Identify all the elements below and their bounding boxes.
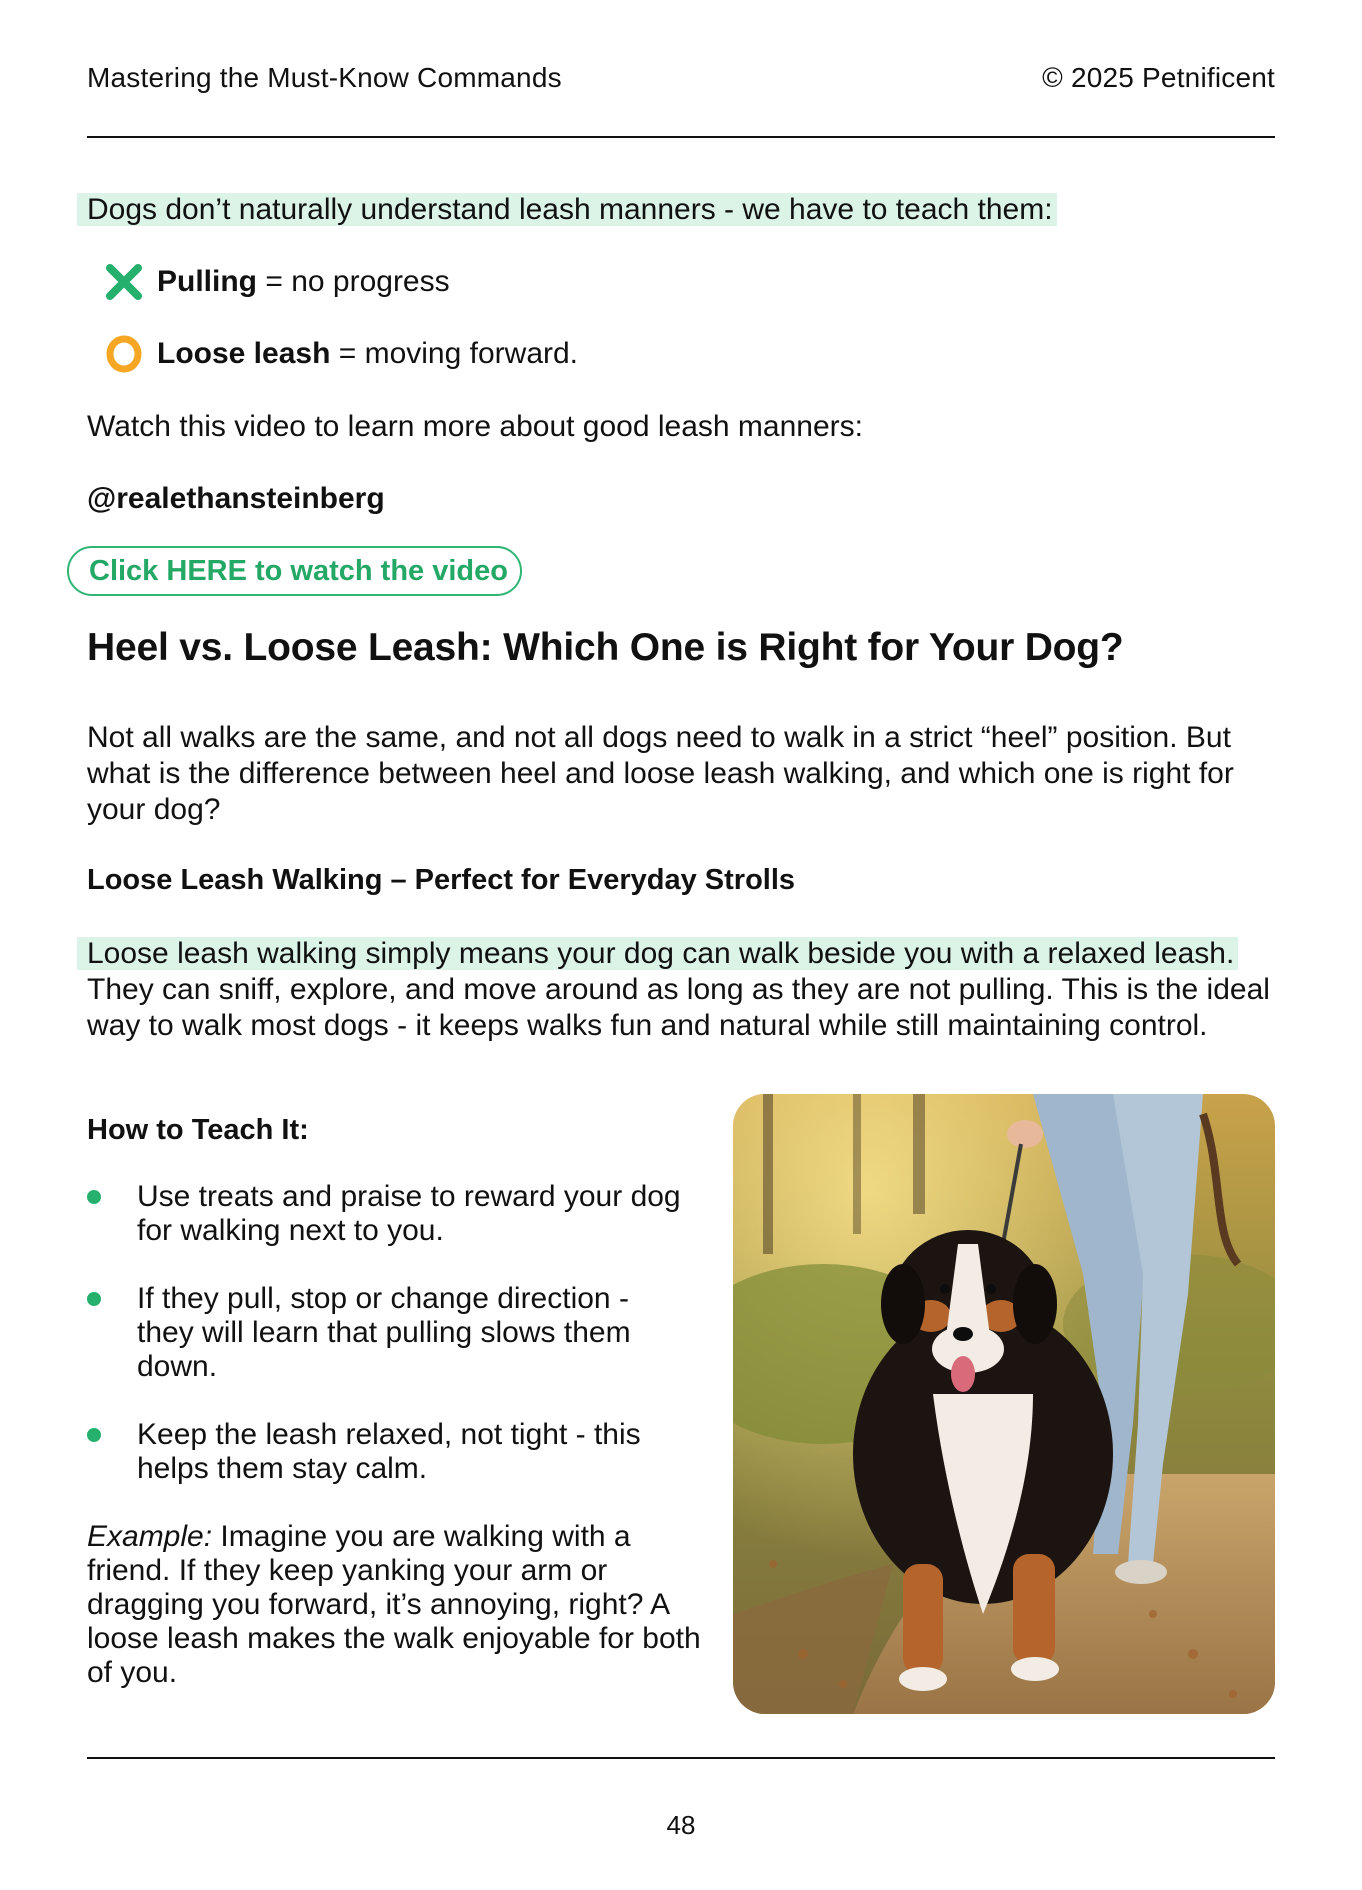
dog-walking-photo bbox=[733, 1094, 1275, 1714]
subsection-rest: They can sniff, explore, and move around as long as they are not pulling. This is the ideal way to walk most dogs - it keeps walks fun and natural while still maintaining control. bbox=[87, 973, 1270, 1042]
rule-pulling-text: = no progress bbox=[257, 265, 450, 298]
page bbox=[87, 0, 1275, 1890]
video-handle: @realethansteinberg bbox=[87, 482, 385, 515]
intro-text bbox=[87, 192, 1057, 228]
cross-icon bbox=[105, 263, 143, 301]
subsection-highlight: Loose leash walking simply means your dog can walk beside you with a relaxed leash. bbox=[77, 937, 1238, 970]
subsection-body bbox=[87, 936, 1275, 1044]
page-header bbox=[87, 62, 1275, 94]
bullet-dot bbox=[87, 1190, 101, 1204]
footer-divider bbox=[87, 1757, 1275, 1759]
watch-video-link[interactable]: Click HERE to watch the video bbox=[67, 546, 522, 596]
list-item bbox=[87, 1282, 687, 1384]
bullet-dot bbox=[87, 1428, 101, 1442]
section-intro: Not all walks are the same, and not all dogs need to walk in a strict “heel” position. But what is the difference between heel and loose leash walking, and which one is right for your dog? bbox=[87, 721, 1234, 826]
header-copyright: © 2025 Petnificent bbox=[1042, 62, 1275, 93]
rule-loose-leash bbox=[105, 335, 578, 373]
teach-title: How to Teach It: bbox=[87, 1114, 309, 1146]
circle-icon bbox=[105, 335, 143, 373]
example-paragraph bbox=[87, 1520, 707, 1690]
example-text: Imagine you are walking with a friend. If they keep yanking your arm or dragging you forward, it’s annoying, right? A loose leash makes the walk enjoyable for both of you. bbox=[87, 1520, 701, 1689]
list-item-text: Keep the leash relaxed, not tight - this helps them stay calm. bbox=[137, 1418, 641, 1485]
list-item-text: Use treats and praise to reward your dog for walking next to you. bbox=[137, 1180, 681, 1247]
section-title: Heel vs. Loose Leash: Which One is Right for Your Dog? bbox=[87, 626, 1124, 669]
subsection-title: Loose Leash Walking – Perfect for Everyday Strolls bbox=[87, 864, 796, 896]
list-item-text: If they pull, stop or change direction - they will learn that pulling slows them down. bbox=[137, 1282, 631, 1383]
list-item bbox=[87, 1180, 687, 1248]
rule-pulling-bold: Pulling bbox=[157, 265, 257, 298]
list-item bbox=[87, 1418, 687, 1486]
rule-loose-bold: Loose leash bbox=[157, 337, 331, 370]
bullet-dot bbox=[87, 1292, 101, 1306]
header-title: Mastering the Must-Know Commands bbox=[87, 62, 562, 93]
rule-pulling bbox=[105, 263, 450, 301]
teach-list bbox=[87, 1180, 687, 1520]
example-label: Example: bbox=[87, 1520, 213, 1553]
rule-loose-text: = moving forward. bbox=[330, 337, 579, 370]
intro-highlight: Dogs don’t naturally understand leash manners - we have to teach them: bbox=[77, 193, 1057, 226]
page-number: 48 bbox=[666, 1810, 696, 1840]
watch-text: Watch this video to learn more about good leash manners: bbox=[87, 410, 863, 443]
header-divider bbox=[87, 136, 1275, 138]
